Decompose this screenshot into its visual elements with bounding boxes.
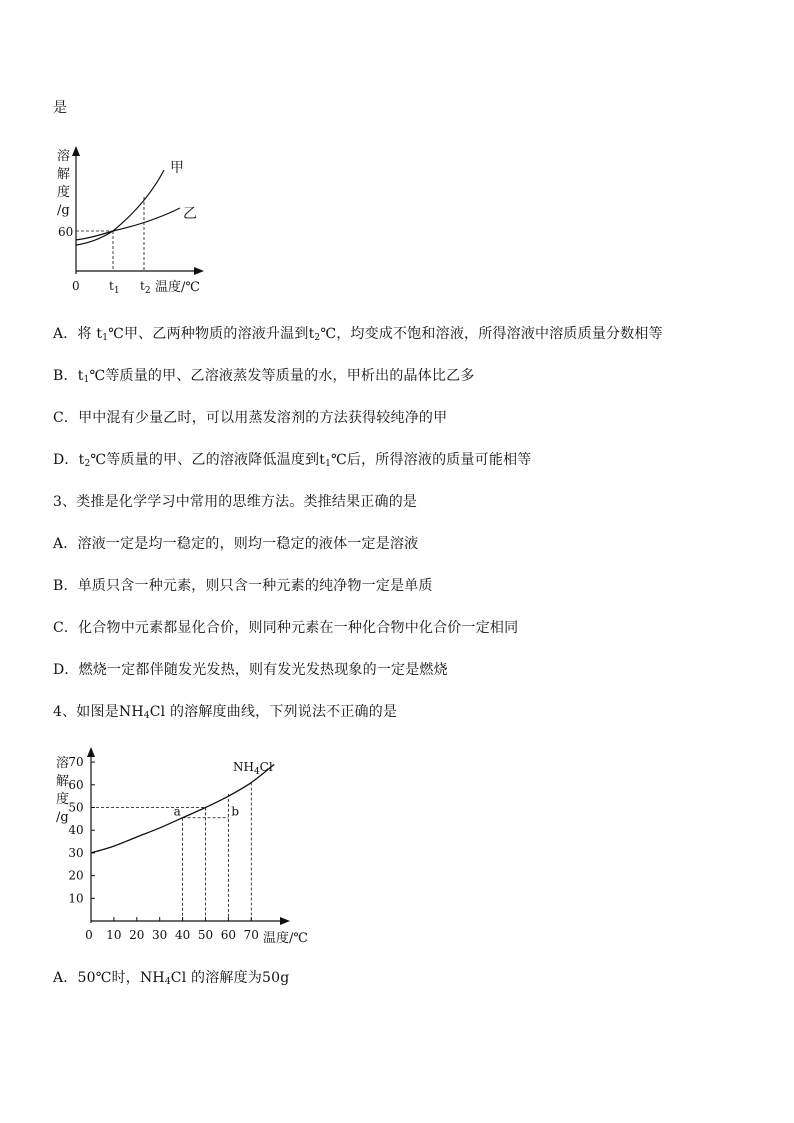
x-tick-label: 30: [152, 928, 168, 942]
y-tick-label: 20: [68, 868, 84, 883]
y-tick-label: 30: [68, 845, 84, 860]
y-axis-arrow: [72, 146, 80, 156]
q3-option-d: D．燃烧一定都伴随发光发热，则有发光发热现象的一定是燃烧: [53, 662, 448, 678]
curve-label-yi: 乙: [183, 206, 197, 222]
x-tick-label: 60: [220, 928, 237, 942]
y-axis-label-char-1: 溶: [56, 756, 70, 771]
x-axis-arrow: [194, 267, 204, 275]
point-label-b: b: [231, 804, 240, 819]
x-tick-label: 0: [85, 928, 93, 942]
x-axis-label: 温度/℃: [263, 931, 308, 946]
solubility-chart-jia-yi: [50, 142, 210, 302]
y-axis-label-char-2: 解: [57, 167, 71, 182]
q2-option-d: D．$t_2℃$等质量的甲、乙的溶液降低温度到$t_1℃$后，所得溶液的质量可能相等: [53, 452, 532, 469]
y-tick-60: 60: [58, 225, 74, 239]
y-tick-label: 40: [68, 823, 84, 838]
x-tick-label: 20: [129, 928, 145, 942]
q3-option-b: B．单质只含一种元素，则只含一种元素的纯净物一定是单质: [53, 578, 433, 594]
y-tick-label: 70: [68, 755, 84, 770]
q4-stem: 4、如图是$NH_4Cl$ 的溶解度曲线，下列说法不正确的是: [53, 704, 398, 721]
x-axis-arrow: [280, 917, 290, 925]
y-axis-label-char-3: 度: [57, 185, 71, 200]
x-tick-label: 40: [174, 928, 191, 942]
y-tick-label: 10: [68, 891, 84, 906]
q3-option-c: C．化合物中元素都显化合价，则同种元素在一种化合物中化合价一定相同: [53, 620, 519, 636]
y-axis-label-char-4: /g: [57, 203, 70, 218]
q2-option-a: A．将 $t_1℃$甲、乙两种物质的溶液升温到$t_2℃$，均变成不饱和溶液，所得溶液中溶质质量分数相等: [53, 326, 663, 343]
x-axis-label: 温度/℃: [155, 280, 200, 295]
q4-option-a: A．50℃时，$NH_4Cl$ 的溶解度为50g: [53, 970, 290, 987]
q3-option-a: A．溶液一定是均一稳定的，则均一稳定的液体一定是溶液: [53, 536, 419, 552]
x-tick-label: 10: [106, 928, 122, 942]
point-label-a: a: [173, 804, 181, 819]
x-tick-t1: $t_1$: [109, 279, 120, 296]
question-stem-tail: 是: [53, 100, 68, 116]
y-axis-arrow: [87, 747, 95, 757]
curve-jia: [76, 170, 164, 245]
x-tick-t2: $t_2$: [140, 279, 151, 296]
curve-label-nh4cl: $NH_4Cl$: [232, 760, 273, 778]
q2-option-c: C．甲中混有少量乙时，可以用蒸发溶剂的方法获得较纯净的甲: [53, 410, 448, 426]
curve-yi: [76, 208, 180, 240]
y-axis-label-char-4: /g: [56, 810, 69, 825]
origin-label: 0: [72, 279, 80, 293]
x-tick-label: 70: [243, 928, 259, 942]
y-tick-label: 60: [68, 777, 84, 792]
y-axis-label-char-3: 度: [56, 792, 70, 807]
x-tick-label: 50: [197, 928, 214, 942]
q3-stem: 3、类推是化学学习中常用的思维方法。类推结果正确的是: [53, 494, 418, 510]
curve-label-jia: 甲: [170, 160, 184, 176]
nh4cl-solubility-chart: [50, 745, 320, 955]
y-axis-label-char-1: 溶: [57, 149, 71, 164]
y-axis-label-char-2: 解: [56, 774, 70, 789]
y-tick-label: 50: [68, 800, 84, 815]
q2-option-b: B．$t_1℃$等质量的甲、乙溶液蒸发等质量的水，甲析出的晶体比乙多: [53, 368, 475, 385]
